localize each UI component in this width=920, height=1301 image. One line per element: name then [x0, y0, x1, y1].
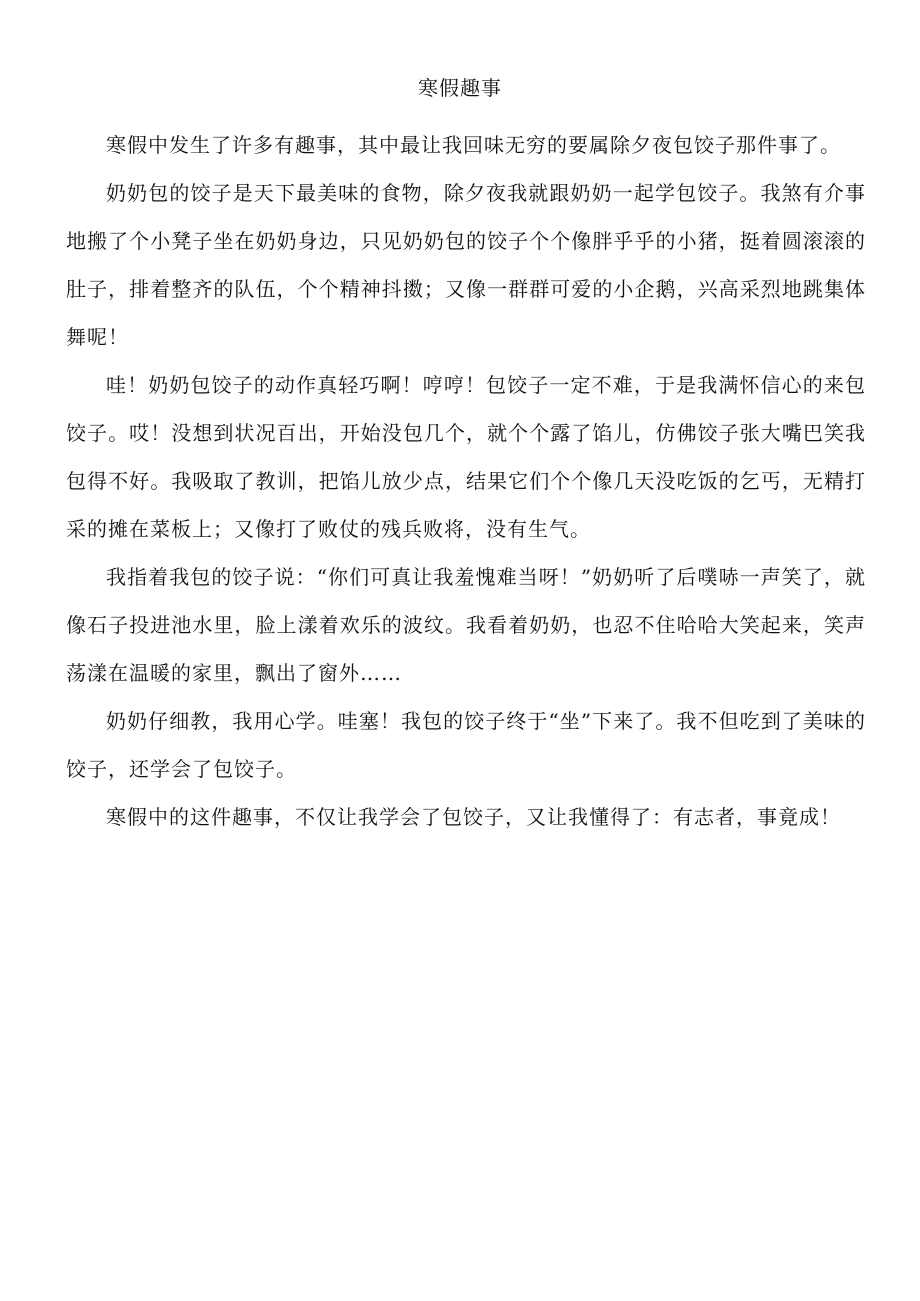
document-body [66, 121, 866, 841]
paragraph-1: 寒假中发生了许多有趣事，其中最让我回味无穷的要属除夕夜包饺子那件事了。 [106, 133, 841, 157]
document-title: 寒假趣事 [418, 76, 502, 100]
paragraph-2: 奶奶包的饺子是天下最美味的食物，除夕夜我就跟奶奶一起学包饺子。我煞有介事地搬了个小凳子坐在奶奶身边，只见奶奶包的饺子个个像胖乎乎的小猪，挺着圆滚滚的肚子，排着整齐的队伍，个个精神抖擞；又像一群群可爱的小企鹅，兴高采烈地跳集体舞呢！ [66, 181, 866, 349]
paragraph-3: 哇！奶奶包饺子的动作真轻巧啊！哼哼！包饺子一定不难，于是我满怀信心的来包饺子。哎！没想到状况百出，开始没包几个，就个个露了馅儿，仿佛饺子张大嘴巴笑我包得不好。我吸取了教训，把馅儿放少点，结果它们个个像几天没吃饭的乞丐，无精打采的摊在菜板上；又像打了败仗的残兵败将，没有生气。 [66, 373, 866, 541]
paragraph-6: 寒假中的这件趣事，不仅让我学会了包饺子，又让我懂得了：有志者，事竟成！ [106, 805, 841, 829]
paragraph-4: 我指着我包的饺子说：“你们可真让我羞愧难当呀！”奶奶听了后噗哧一声笑了，就像石子投进池水里，脸上漾着欢乐的波纹。我看着奶奶，也忍不住哈哈大笑起来，笑声荡漾在温暖的家里，飘出了窗外…… [66, 565, 866, 685]
paragraph-5: 奶奶仔细教，我用心学。哇塞！我包的饺子终于“坐”下来了。我不但吃到了美味的饺子，还学会了包饺子。 [66, 709, 866, 781]
